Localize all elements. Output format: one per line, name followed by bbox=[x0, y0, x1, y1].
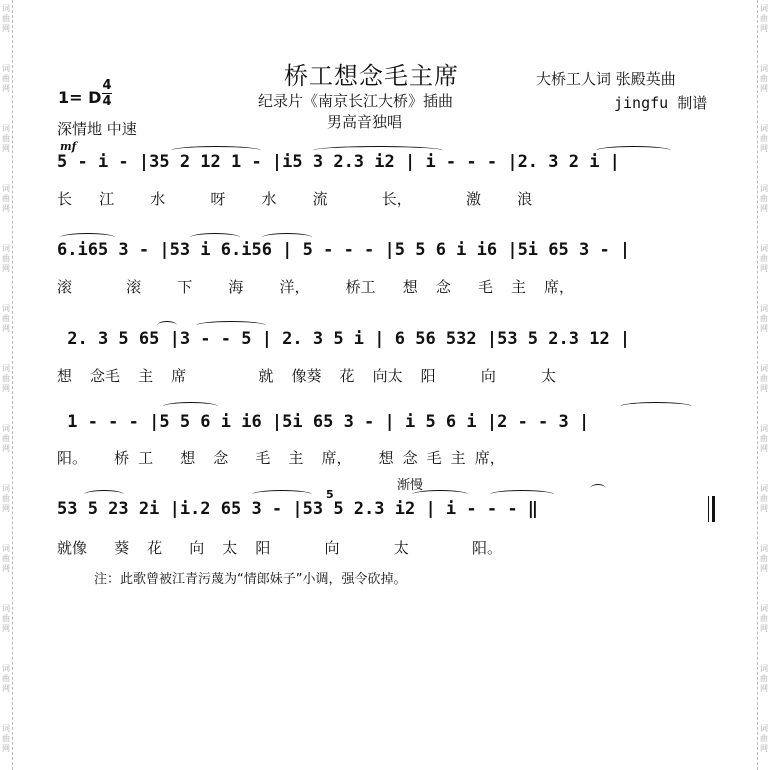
dynamic-marking: mf bbox=[60, 140, 77, 153]
notation-line-3: 2. 3 5 65 |3 - - 5 | 2. 3 5 i | 6 56 532 |53 5 2.3 12 | bbox=[57, 329, 631, 349]
watermark-text: 词 曲 网 bbox=[760, 484, 768, 513]
slur bbox=[190, 233, 240, 242]
lyric-line-4: 阳。 桥 工 想 念 毛 主 席， 想 念 毛 主 席， bbox=[57, 449, 505, 467]
watermark-text: 词 曲 网 bbox=[2, 244, 10, 273]
slur bbox=[490, 490, 554, 499]
watermark-text: 词 曲 网 bbox=[760, 64, 768, 93]
slur bbox=[596, 146, 671, 155]
watermark-text: 词 曲 网 bbox=[760, 364, 768, 393]
watermark-text: 词 曲 网 bbox=[760, 4, 768, 33]
time-signature-bottom: 4 bbox=[102, 94, 112, 109]
lyric-line-5: 就像 葵 花 向 太 阳 向 太 阳。 bbox=[57, 539, 502, 557]
final-barline bbox=[708, 496, 709, 522]
slur bbox=[620, 402, 692, 411]
time-signature bbox=[102, 79, 112, 108]
watermark-text: 词 曲 网 bbox=[760, 304, 768, 333]
slur bbox=[163, 402, 218, 411]
slur bbox=[252, 490, 312, 499]
slur bbox=[171, 146, 261, 155]
watermark-text: 词 曲 网 bbox=[2, 4, 10, 33]
watermark-text: 词 曲 网 bbox=[2, 184, 10, 213]
watermark-text: 词 曲 网 bbox=[760, 424, 768, 453]
voice-type: 男高音独唱 bbox=[327, 113, 403, 131]
ritardando-marking: 渐慢 bbox=[397, 478, 424, 493]
slur bbox=[196, 321, 266, 330]
notation-line-5: 53 5 23 2i |i.2 65 3 - |53 5 2.3 i2 | i - - - ‖ bbox=[57, 499, 539, 519]
key-signature: 1= D bbox=[58, 88, 102, 107]
watermark-text: 词 曲 网 bbox=[760, 544, 768, 573]
watermark-text: 词 曲 网 bbox=[2, 484, 10, 513]
watermark-text: 词 曲 网 bbox=[2, 124, 10, 153]
watermark-text: 词 曲 网 bbox=[2, 544, 10, 573]
watermark-text: 词 曲 网 bbox=[760, 244, 768, 273]
lyric-line-2: 滚 滚 下 海 洋， 桥工 想 念 毛 主 席， bbox=[57, 278, 575, 296]
watermark-text: 词 曲 网 bbox=[760, 604, 768, 633]
lyric-line-3: 想 念毛 主 席 就 像葵 花 向太 阳 向 太 bbox=[57, 367, 556, 385]
watermark-text: 词 曲 网 bbox=[2, 64, 10, 93]
watermark-text: 词 曲 网 bbox=[2, 604, 10, 633]
song-credits: 大桥工人词 张殿英曲 bbox=[536, 70, 676, 88]
watermark-text: 词 曲 网 bbox=[2, 664, 10, 693]
time-signature-top: 4 bbox=[102, 78, 112, 93]
footnote: 注：此歌曾被江青污蔑为“情郎妹子”小调，强令砍掉。 bbox=[94, 572, 407, 587]
watermark-text: 词 曲 网 bbox=[2, 724, 10, 753]
watermark-text: 词 曲 网 bbox=[760, 724, 768, 753]
notation-line-4: 1 - - - |5 5 6 i i6 |5i 65 3 - | i 5 6 i |2 - - 3 | bbox=[57, 412, 590, 432]
slur bbox=[412, 490, 468, 499]
watermark-text: 词 曲 网 bbox=[760, 124, 768, 153]
notation-line-2: 6.i65 3 - |53 i 6.i56 | 5 - - - |5 5 6 i i6 |5i 65 3 - | bbox=[57, 240, 631, 260]
lyric-line-1: 长 江 水 呀 水 流 长， 激 浪 bbox=[57, 190, 533, 208]
slur bbox=[313, 146, 443, 155]
slur bbox=[262, 233, 312, 242]
song-title: 桥工想念毛主席 bbox=[284, 62, 459, 90]
watermark-text: 词 曲 网 bbox=[760, 664, 768, 693]
watermark-text: 词 曲 网 bbox=[760, 184, 768, 213]
final-barline-thick bbox=[712, 496, 715, 522]
watermark-text: 词 曲 网 bbox=[2, 364, 10, 393]
notation-line-1: 5 - i - |35 2 12 1 - |i5 3 2.3 i2 | i - - - |2. 3 2 i | bbox=[57, 152, 620, 172]
score-arranger: jingfu 制谱 bbox=[614, 94, 708, 112]
slur bbox=[84, 490, 124, 499]
watermark-text: 词 曲 网 bbox=[2, 304, 10, 333]
watermark-text: 词 曲 网 bbox=[2, 424, 10, 453]
fermata-icon bbox=[590, 484, 606, 493]
grace-note: 5 bbox=[326, 488, 334, 501]
slur bbox=[60, 233, 115, 242]
slur bbox=[157, 321, 177, 330]
tempo-marking: 深情地 中速 bbox=[57, 120, 137, 138]
song-subtitle: 纪录片《南京长江大桥》插曲 bbox=[258, 92, 454, 110]
